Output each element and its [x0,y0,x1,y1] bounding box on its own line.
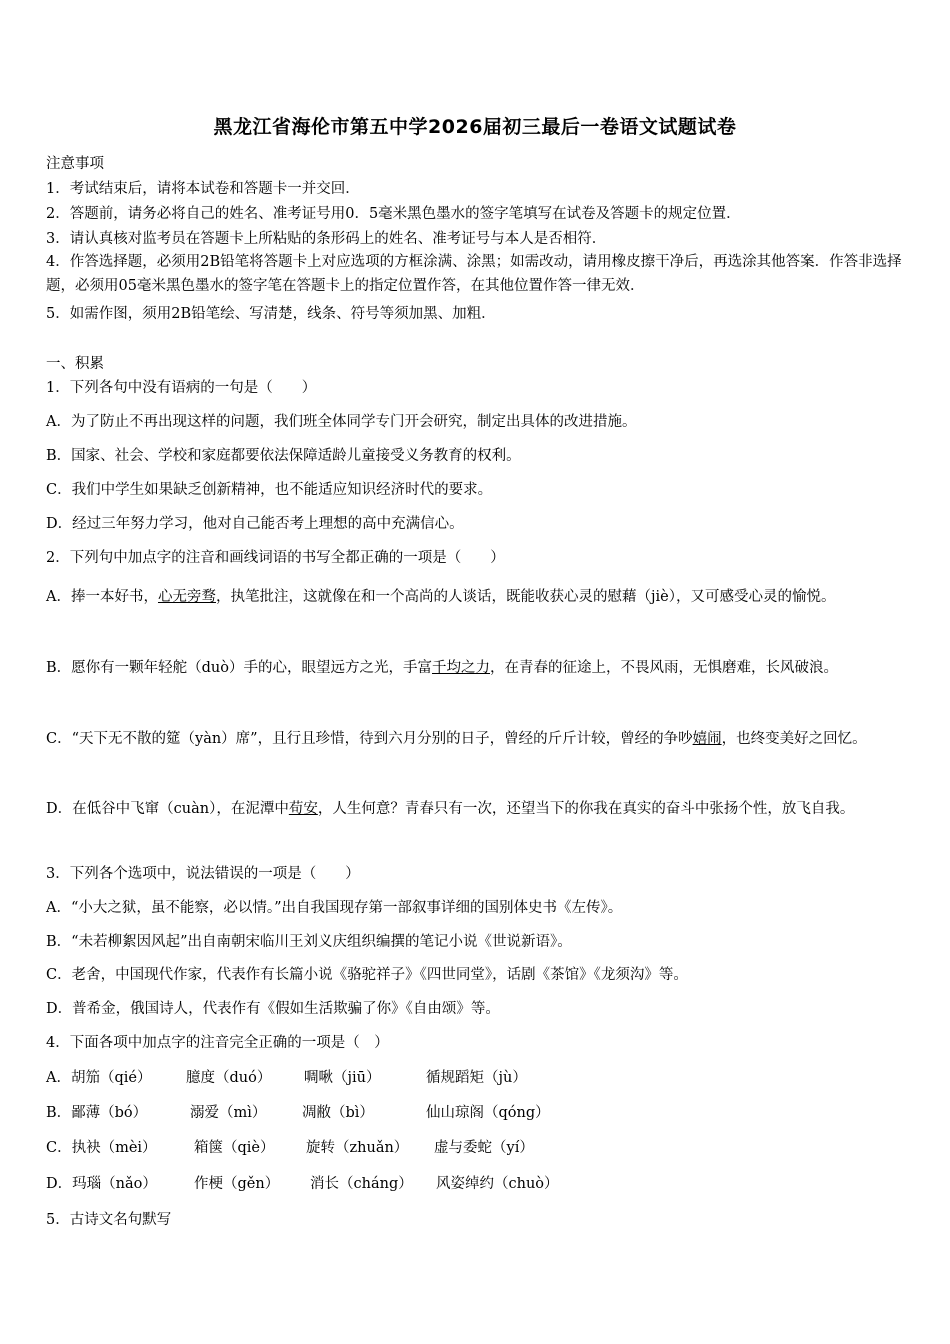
notice-heading: 注意事项 [46,156,104,172]
notice-item-3: 3．请认真核对监考员在答题卡上所粘贴的条形码上的姓名、准考证号与本人是否相符． [46,231,607,247]
q4-c-item-3: 旋转（zhuǎn） [306,1140,409,1156]
q4-a-item-4: 循规蹈矩（jù） [426,1070,527,1086]
q4-b-item-2: 溺爱（mì） [190,1105,267,1121]
q3-option-b: B．“未若柳絮因风起”出自南朝宋临川王刘义庆组织编撰的笔记小说《世说新语》。 [46,934,572,950]
q2-option-d [46,790,906,828]
q2-c-text-2: ，也终变美好之回忆。 [721,731,867,747]
q4-d-item-1: D．玛瑙（nǎo） [46,1176,157,1192]
q4-a-item-1: A．胡笳（qié） [46,1070,152,1086]
q2-b-text-2: ，在青春的征途上，不畏风雨，无惧磨难，长风破浪。 [490,660,839,676]
page-title: 黑龙江省海伦市第五中学2026届初三最后一卷语文试题试卷 [213,116,737,138]
q4-option-c [46,1136,534,1157]
q4-c-item-4: 虚与委蛇（yí） [434,1140,534,1156]
q2-b-text-1: B．愿你有一颗年轻舵（duò）手的心，眼望远方之光，手富 [46,660,433,676]
q3-option-d: D．普希金，俄国诗人，代表作有《假如生活欺骗了你》《自由颂》等。 [46,1001,500,1017]
q2-b-underlined: 千均之力 [432,660,491,676]
q3-stem: 3．下列各个选项中，说法错误的一项是（ ） [46,866,360,882]
q5-stem: 5．古诗文名句默写 [46,1212,172,1228]
q2-option-b [46,649,906,687]
q4-option-d [46,1172,559,1193]
q2-c-text-1: C．“天下无不散的筵（yàn）席”，且行且珍惜，待到六月分别的日子，曾经的斤斤计较，曾经的争吵 [46,731,693,747]
q4-d-item-2: 作梗（gěn） [194,1176,280,1192]
q2-stem: 2．下列句中加点字的注音和画线词语的书写全都正确的一项是（ ） [46,550,505,566]
q4-option-a [46,1066,527,1087]
q1-option-b: B．国家、社会、学校和家庭都要依法保障适龄儿童接受义务教育的权利。 [46,448,521,464]
q2-d-text-1: D．在低谷中飞窜（cuàn），在泥潭中 [46,801,289,817]
notice-item-2: 2．答题前，请务必将自己的姓名、准考证号用0．5毫米黑色墨水的签字笔填写在试卷及答题卡的规定位置． [46,206,741,222]
q4-c-item-1: C．执袂（mèi） [46,1140,157,1156]
q2-d-text-2: ，人生何意？青春只有一次，还望当下的你我在真实的奋斗中张扬个性，放飞自我。 [317,801,855,817]
q2-a-text-1: A．捧一本好书， [46,589,158,605]
q1-option-d: D．经过三年努力学习，他对自己能否考上理想的高中充满信心。 [46,516,464,532]
q1-option-c: C．我们中学生如果缺乏创新精神，也不能适应知识经济时代的要求。 [46,482,493,498]
q4-d-item-4: 风姿绰约（chuò） [436,1176,559,1192]
q4-b-item-4: 仙山琼阁（qóng） [426,1105,550,1121]
q2-d-underlined: 苟安 [288,801,318,817]
q4-b-item-1: B．鄙薄（bó） [46,1105,148,1121]
section-heading: 一、积累 [46,356,104,372]
q4-d-item-3: 消长（cháng） [310,1176,413,1192]
q4-a-item-2: 臆度（duó） [186,1070,272,1086]
q1-stem: 1．下列各句中没有语病的一句是（ ） [46,380,317,396]
q2-c-underlined: 嬉闹 [692,731,722,747]
q2-a-underlined: 心无旁骛 [157,589,216,605]
notice-item-1: 1．考试结束后，请将本试卷和答题卡一并交回． [46,181,360,197]
q4-a-item-3: 啁啾（jiū） [304,1070,381,1086]
q4-stem: 4．下面各项中加点字的注音完全正确的一项是（ ） [46,1035,389,1051]
q1-option-a: A．为了防止不再出现这样的问题，我们班全体同学专门开会研究，制定出具体的改进措施。 [46,414,637,430]
q3-option-a: A．“小大之狱，虽不能察，必以情。”出自我国现存第一部叙事详细的国别体史书《左传》。 [46,900,623,916]
notice-item-4: 4．作答选择题，必须用2B铅笔将答题卡上对应选项的方框涂满、涂黑；如需改动，请用橡皮擦干净后，再选涂其他答案．作答非选择题，必须用05毫米黑色墨水的签字笔在答题卡上的指定位置作答，在其他位置作答一律无效． [46,254,902,294]
q3-option-c: C．老舍，中国现代作家，代表作有长篇小说《骆驼祥子》《四世同堂》，话剧《茶馆》《龙须沟》等。 [46,967,688,983]
notice-item-5: 5．如需作图，须用2B铅笔绘、写清楚，线条、符号等须加黑、加粗． [46,306,496,322]
q2-option-c [46,720,906,758]
q2-option-a [46,578,906,616]
q2-a-text-2: ，执笔批注，这就像在和一个高尚的人谈话，既能收获心灵的慰藉（jiè），又可感受心灵的愉悦。 [215,589,836,605]
q4-c-item-2: 箱箧（qiè） [194,1140,275,1156]
q4-b-item-3: 凋敝（bì） [302,1105,374,1121]
q4-option-b [46,1101,550,1122]
